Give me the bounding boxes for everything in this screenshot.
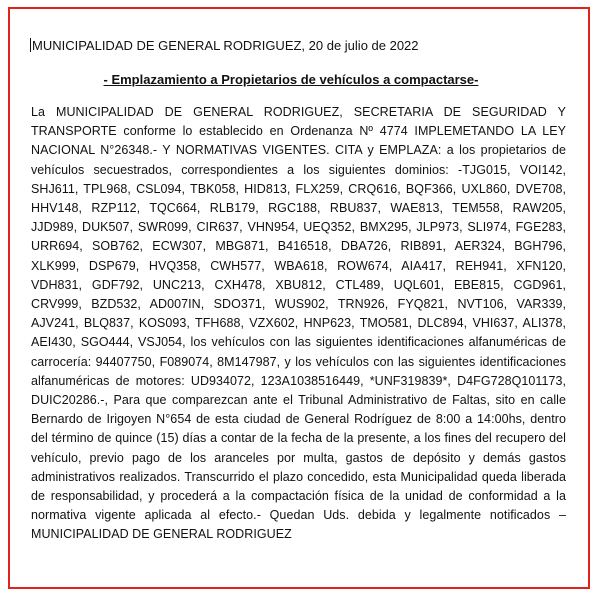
notice-title: - Emplazamiento a Propietarios de vehículos a compactarse- [103, 72, 479, 87]
document-header-line [30, 38, 419, 54]
header-text: MUNICIPALIDAD DE GENERAL RODRIGUEZ, 20 de julio de 2022 [32, 38, 419, 53]
text-cursor [30, 38, 31, 52]
notice-body: La MUNICIPALIDAD DE GENERAL RODRIGUEZ, SECRETARIA DE SEGURIDAD Y TRANSPORTE conforme lo establecido en Ordenanza Nº 4774 IMPLEMETANDO LA LEY NACIONAL N°26348.- Y NORMATIVAS VIGENTES. CITA y EMPLAZA: a los propietarios de vehículos secuestrados, correspondientes a los siguientes dominios: -TJG015, VOI142, SHJ611, TPL968, CSL094, TBK058, HID813, FLX259, CRQ616, BQF366, UXL860, DVE708, HHV148, RZP112, TQC664, RLB179, RGC188, RBU837, WAE813, TEM558, RAW205, JJD989, DUK507, SWR099, CIR637, VHN954, UEQ352, BMX295, JLP973, SLI974, FGE283, URR694, SOB762, ECW307, MBG871, B416518, DBA726, RIB891, AER324, BGH796, XLK999, DSP679, HVQ358, CWH577, WBA618, ROW674, AIA417, REH941, XFN120, VDH831, GDF792, UNC213, CXH478, XBU812, CTL489, UQL601, EBE815, CGD961, CRV999, BZD532, AD007IN, SDO371, WUS902, TRN926, FYQ821, NVT106, VAR339, AJV241, BLQ837, KOS093, TFH688, VZX602, HNP623, TMO581, DLC894, VHI637, ALI378, AEI430, SGO444, VSJ054, los vehículos con las siguientes identificaciones alfanuméricas de carrocería: 94407750, F089074, 8M147987, y los vehículos con las siguientes identificaciones alfanuméricas de motores: UD934072, 123A1038516449, *UNF319839*, D4FG728Q101173, DUIC20286.-, Para que comparezcan ante el Tribunal Administrativo de Faltas, sito en calle Bernardo de Irigoyen N°654 de esta ciudad de General Rodríguez de 8:00 a 14:00hs, dentro del término de quince (15) días a contar de la fecha de la presente, a los fines del recupero del vehículo, previo pago de los aranceles por multa, gastos de depósito y demás gastos administrativos realizados. Transcurrido el plazo concedido, esta Municipalidad queda liberada de responsabilidad, y procederá a la compactación física de la unidad de conformidad a la normativa vigente aplicada al efecto.- Quedan Uds. debida y legalmente notificados – MUNICIPALIDAD DE GENERAL RODRIGUEZ [31, 105, 566, 542]
